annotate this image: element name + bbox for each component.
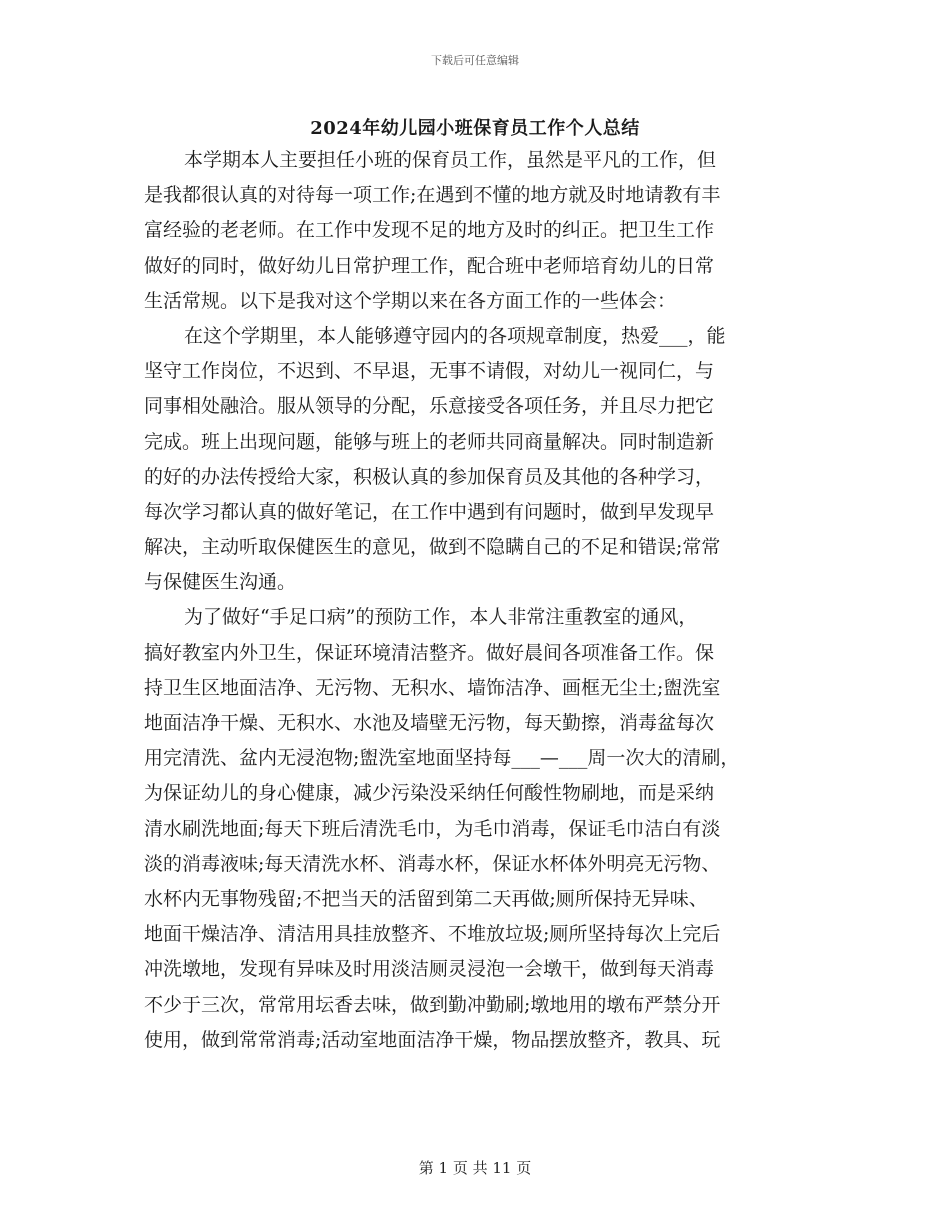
paragraph-line: 同事相处融洽。服从领导的分配，乐意接受各项任务，并且尽力把它: [144, 395, 715, 418]
paragraph-line: 地面干燥洁净、清洁用具挂放整齐、不堆放垃圾;厕所坚持每次上完后: [144, 923, 721, 946]
page-header-note: 下载后可任意编辑: [431, 54, 519, 67]
paragraph-line: 在这个学期里，本人能够遵守园内的各项规章制度，热爱___，能: [184, 324, 726, 347]
paragraph-line: 是我都很认真的对待每一项工作;在遇到不懂的地方就及时地请教有丰: [144, 184, 721, 207]
paragraph-line: 坚守工作岗位，不迟到、不早退，无事不请假，对幼儿一视同仁，与: [144, 360, 715, 383]
paragraph-line: 水杯内无事物残留;不把当天的活留到第二天再做;厕所保持无异味、: [144, 887, 708, 910]
paragraph-line: 持卫生区地面洁净、无污物、无积水、墙饰洁净、画框无尘土;盥洗室: [144, 676, 721, 699]
document-body: [144, 143, 812, 1058]
paragraph-line: 本学期本人主要担任小班的保育员工作，虽然是平凡的工作，但: [184, 149, 717, 171]
paragraph-line: 做好的同时，做好幼儿日常护理工作，配合班中老师培育幼儿的日常: [144, 254, 715, 277]
paragraph-line: 与保健医生沟通。: [144, 571, 297, 594]
paragraph-line: 富经验的老老师。在工作中发现不足的地方及时的纠正。把卫生工作: [144, 219, 715, 242]
document-title: 2024年幼儿园小班保育员工作个人总结: [310, 118, 640, 139]
paragraph-line: 完成。班上出现问题，能够与班上的老师共同商量解决。同时制造新: [144, 430, 715, 453]
paragraph-line: 用完清洗、盆内无浸泡物;盥洗室地面坚持每___—___周一次大的清刷，: [144, 747, 740, 770]
paragraph-line: 为了做好“手足口病”的预防工作，本人非常注重教室的通风，: [184, 606, 698, 629]
paragraph-line: 不少于三次，常常用坛香去味，做到勤冲勤刷;墩地用的墩布严禁分开: [144, 993, 721, 1016]
paragraph-line: 为保证幼儿的身心健康，减少污染没采纳任何酸性物刷地，而是采纳: [144, 782, 715, 805]
page-number-footer: 第 1 页 共 11 页: [418, 1159, 532, 1177]
paragraph-line: 生活常规。以下是我对这个学期以来在各方面工作的一些体会：: [144, 289, 677, 312]
paragraph-line: 冲洗墩地，发现有异味及时用淡洁厕灵浸泡一会墩干，做到每天消毒: [144, 958, 715, 981]
paragraph-line: 每次学习都认真的做好笔记，在工作中遇到有问题时，做到早发现早: [144, 500, 715, 523]
paragraph-line: 解决，主动听取保健医生的意见，做到不隐瞒自己的不足和错误;常常: [144, 536, 721, 559]
paragraph-line: 使用，做到常常消毒;活动室地面洁净干燥，物品摆放整齐，教具、玩: [144, 1028, 721, 1051]
paragraph-line: 清水刷洗地面;每天下班后清洗毛巾，为毛巾消毒，保证毛巾洁白有淡: [144, 817, 721, 840]
paragraph-line: 地面洁净干燥、无积水、水池及墙壁无污物，每天勤擦，消毒盆每次: [144, 712, 715, 734]
paragraph-line: 搞好教室内外卫生，保证环境清洁整齐。做好晨间各项准备工作。保: [144, 641, 715, 664]
paragraph-line: 淡的消毒液味;每天清洗水杯、消毒水杯，保证水杯体外明亮无污物、: [144, 852, 721, 875]
paragraph-line: 的好的办法传授给大家，积极认真的参加保育员及其他的各种学习，: [144, 465, 715, 488]
